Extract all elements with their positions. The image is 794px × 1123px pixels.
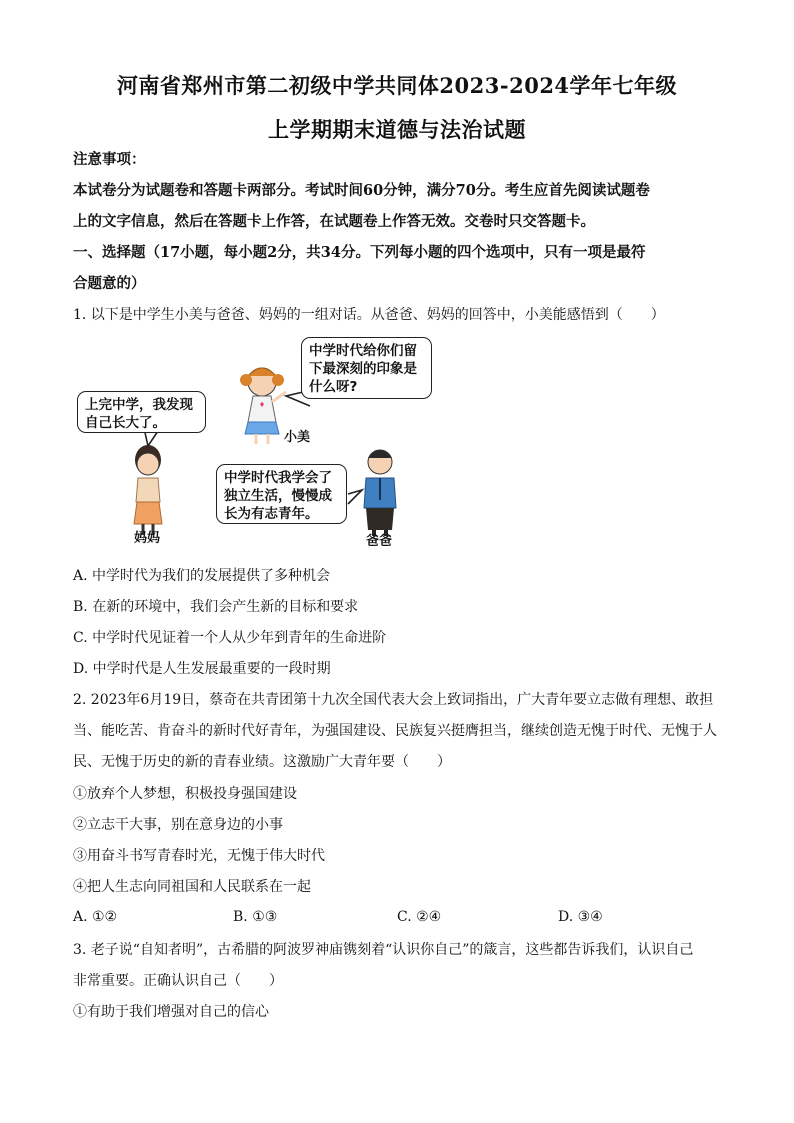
- q1-option-c: C. 中学时代见证着一个人从少年到青年的生命进阶: [73, 630, 387, 646]
- q2-option-c: C. ②④: [397, 909, 442, 925]
- notice-line-1: 本试卷分为试题卷和答题卡两部分。考试时间60分钟，满分70分。考生应首先阅读试题卷: [73, 182, 650, 199]
- q2-item-1: ①放弃个人梦想，积极投身强国建设: [73, 786, 297, 802]
- exam-title-line1: 河南省郑州市第二初级中学共同体2023-2024学年七年级: [116, 73, 678, 98]
- mom-speech-bubble: 上完中学，我发现 自己长大了。: [77, 391, 206, 433]
- notice-heading: 注意事项：: [73, 151, 146, 168]
- q1-stem: 1. 以下是中学生小美与爸爸、妈妈的一组对话。从爸爸、妈妈的回答中，小美能感悟到（ ）: [73, 307, 665, 323]
- exam-title-line2: 上学期期末道德与法治试题: [268, 117, 526, 142]
- mom-figure: [134, 445, 162, 535]
- q2-item-2: ②立志干大事，别在意身边的小事: [73, 817, 283, 833]
- dad-figure: [364, 450, 396, 536]
- dad-label: 爸爸: [366, 534, 393, 549]
- section-heading-line-1: 一、选择题（17小题，每小题2分，共34分。下列每小题的四个选项中，只有一项是最符: [73, 244, 646, 261]
- q2-stem-line-2: 当、能吃苦、肯奋斗的新时代好青年，为强国建设、民族复兴挺膺担当，继续创造无愧于时代、无愧于人: [73, 723, 717, 739]
- q3-stem-line-1: 3. 老子说“自知者明”，古希腊的阿波罗神庙镌刻着“认识你自己”的箴言，这些都告诉我们，认识自己: [73, 942, 694, 958]
- q2-stem-line-3: 民、无愧于历史的新的青春业绩。这激励广大青年要（ ）: [73, 754, 451, 770]
- q2-item-3: ③用奋斗书写青春时光，无愧于伟大时代: [73, 848, 325, 864]
- q1-option-b: B. 在新的环境中，我们会产生新的目标和要求: [73, 599, 359, 615]
- mom-label: 妈妈: [134, 531, 161, 546]
- q2-stem-line-1: 2. 2023年6月19日，蔡奇在共青团第十九次全国代表大会上致词指出，广大青年要立志做有理想、敢担: [73, 692, 714, 708]
- dad-speech-bubble: 中学时代我学会了 独立生活，慢慢成 长为有志青年。: [216, 464, 347, 524]
- xiaomei-label: 小美: [284, 430, 311, 445]
- notice-line-2: 上的文字信息，然后在答题卡上作答，在试题卷上作答无效。交卷时只交答题卡。: [73, 213, 595, 230]
- q3-item-1: ①有助于我们增强对自己的信心: [73, 1004, 269, 1020]
- q2-option-a: A. ①②: [73, 909, 118, 925]
- xiaomei-speech-bubble: 中学时代给你们留 下最深刻的印象是 什么呀?: [301, 337, 432, 399]
- q2-option-d: D. ③④: [558, 909, 603, 925]
- section-heading-line-2: 合题意的）: [73, 275, 146, 292]
- q1-option-d: D. 中学时代是人生发展最重要的一段时期: [73, 661, 331, 677]
- q3-stem-line-2: 非常重要。正确认识自己（ ）: [73, 973, 283, 989]
- q1-option-a: A. 中学时代为我们的发展提供了多种机会: [73, 568, 331, 584]
- q2-item-4: ④把人生志向同祖国和人民联系在一起: [73, 879, 311, 895]
- q2-option-b: B. ①③: [233, 909, 278, 925]
- xiaomei-figure: [240, 368, 286, 444]
